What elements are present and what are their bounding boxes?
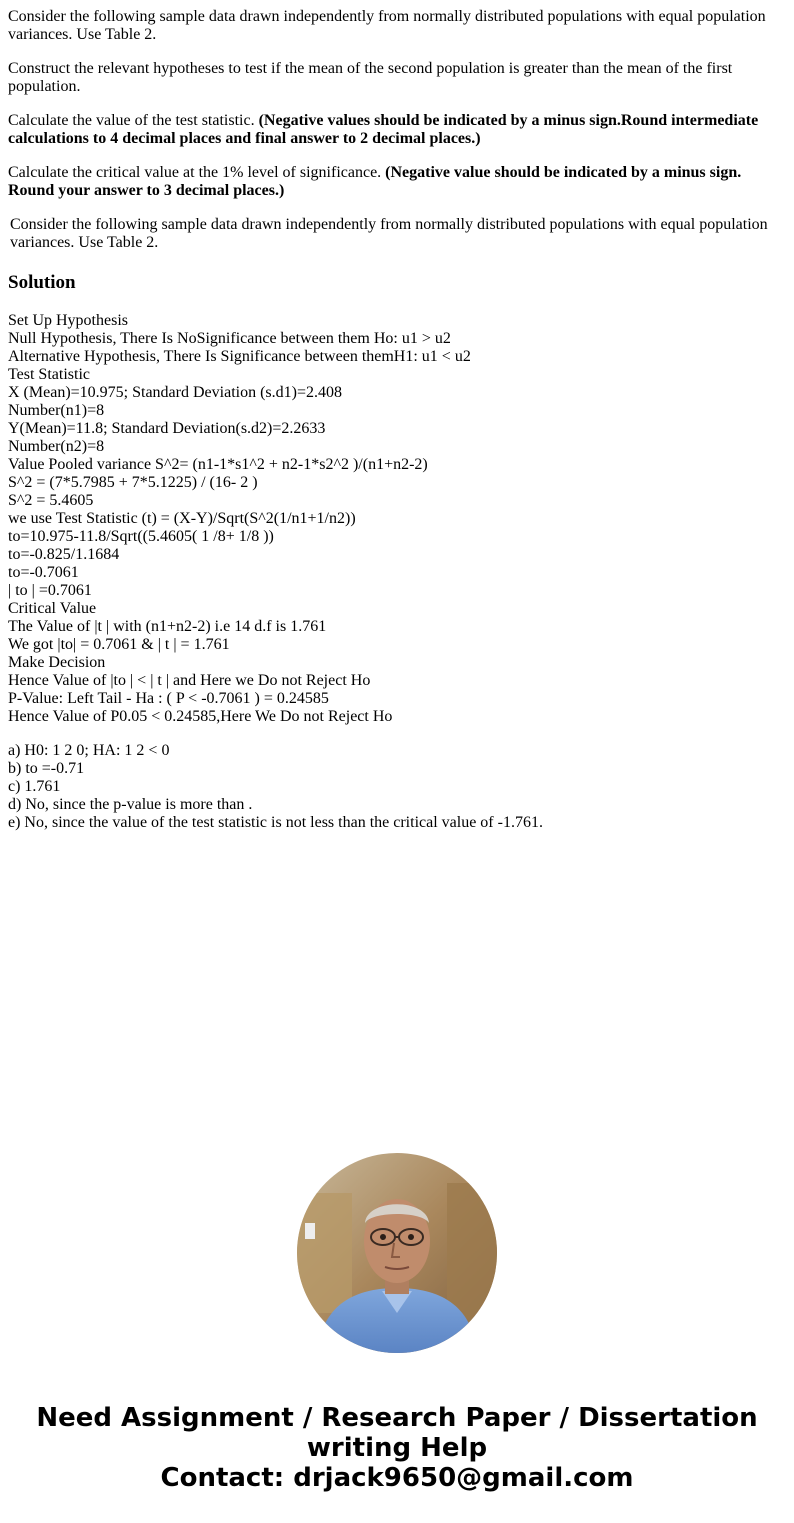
answer-item: d) No, since the p-value is more than . xyxy=(8,796,253,813)
answer-item: a) H0: 1 2 0; HA: 1 2 < 0 xyxy=(8,742,170,759)
solution-line: Alternative Hypothesis, There Is Significance between themH1: u1 < u2 xyxy=(8,348,471,365)
question-critical-value xyxy=(8,164,786,200)
solution-line: Test Statistic xyxy=(8,366,90,383)
test-stat-prompt: Calculate the value of the test statistic. xyxy=(8,112,255,129)
solution-line: Make Decision xyxy=(8,654,106,671)
person-photo-icon xyxy=(297,1153,497,1353)
critical-note: (Negative value should be indicated by a minus sign. Round your answer to 3 decimal places.) xyxy=(8,164,742,199)
solution-line: Number(n1)=8 xyxy=(8,402,105,419)
answer-item: e) No, since the value of the test statistic is not less than the critical value of -1.761. xyxy=(8,814,543,831)
solution-line: we use Test Statistic (t) = (X-Y)/Sqrt(S^2(1/n1+1/n2)) xyxy=(8,510,356,527)
solution-line: Value Pooled variance S^2= (n1-1*s1^2 + n2-1*s2^2 )/(n1+n2-2) xyxy=(8,456,428,473)
solution-line: Y(Mean)=11.8; Standard Deviation(s.d2)=2.2633 xyxy=(8,420,326,437)
critical-prompt: Calculate the critical value at the 1% level of significance. xyxy=(8,164,382,181)
question-hypotheses: Construct the relevant hypotheses to test if the mean of the second population is greater than the mean of the first population. xyxy=(8,60,733,95)
answer-item: b) to =-0.71 xyxy=(8,760,85,777)
solution-steps xyxy=(8,312,786,726)
banner-line-2: writing Help xyxy=(306,1433,488,1463)
solution-line: Hence Value of P0.05 < 0.24585,Here We Do not Reject Ho xyxy=(8,708,393,725)
solution-line: to=-0.7061 xyxy=(8,564,79,581)
solution-line: X (Mean)=10.975; Standard Deviation (s.d1)=2.408 xyxy=(8,384,342,401)
solution-line: to=-0.825/1.1684 xyxy=(8,546,120,563)
solution-line: Set Up Hypothesis xyxy=(8,312,128,329)
solution-line: We got |to| = 0.7061 & | t | = 1.761 xyxy=(8,636,230,653)
solution-line: Critical Value xyxy=(8,600,97,617)
solution-line: S^2 = (7*5.7985 + 7*5.1225) / (16- 2 ) xyxy=(8,474,258,491)
contact-banner xyxy=(0,1403,794,1493)
solution-line: | to | =0.7061 xyxy=(8,582,92,599)
solution-line: The Value of |t | with (n1+n2-2) i.e 14 d.f is 1.761 xyxy=(8,618,327,635)
solution-line: Null Hypothesis, There Is NoSignificance between them Ho: u1 > u2 xyxy=(8,330,451,347)
solution-line: Hence Value of |to | < | t | and Here we Do not Reject Ho xyxy=(8,672,371,689)
question-test-statistic xyxy=(8,112,786,148)
answer-list xyxy=(8,742,786,832)
solution-heading: Solution xyxy=(8,272,76,293)
test-stat-note: (Negative values should be indicated by a minus sign.Round intermediate calculations to 4 decimal places and final answer to 2 decimal places.) xyxy=(8,112,759,147)
solution-line: Number(n2)=8 xyxy=(8,438,105,455)
solution-line: S^2 = 5.4605 xyxy=(8,492,94,509)
solution-line: P-Value: Left Tail - Ha : ( P < -0.7061 ) = 0.24585 xyxy=(8,690,329,707)
solution-line: to=10.975-11.8/Sqrt((5.4605( 1 /8+ 1/8 )) xyxy=(8,528,274,545)
question-intro: Consider the following sample data drawn independently from normally distributed populations with equal population variances. Use Table 2. xyxy=(8,8,766,43)
answer-item: c) 1.761 xyxy=(8,778,61,795)
banner-contact: Contact: drjack9650@gmail.com xyxy=(160,1463,634,1493)
banner-line-1: Need Assignment / Research Paper / Dissertation xyxy=(36,1403,758,1433)
question-intro-repeat: Consider the following sample data drawn independently from normally distributed populations with equal population variances. Use Table 2. xyxy=(10,216,768,251)
